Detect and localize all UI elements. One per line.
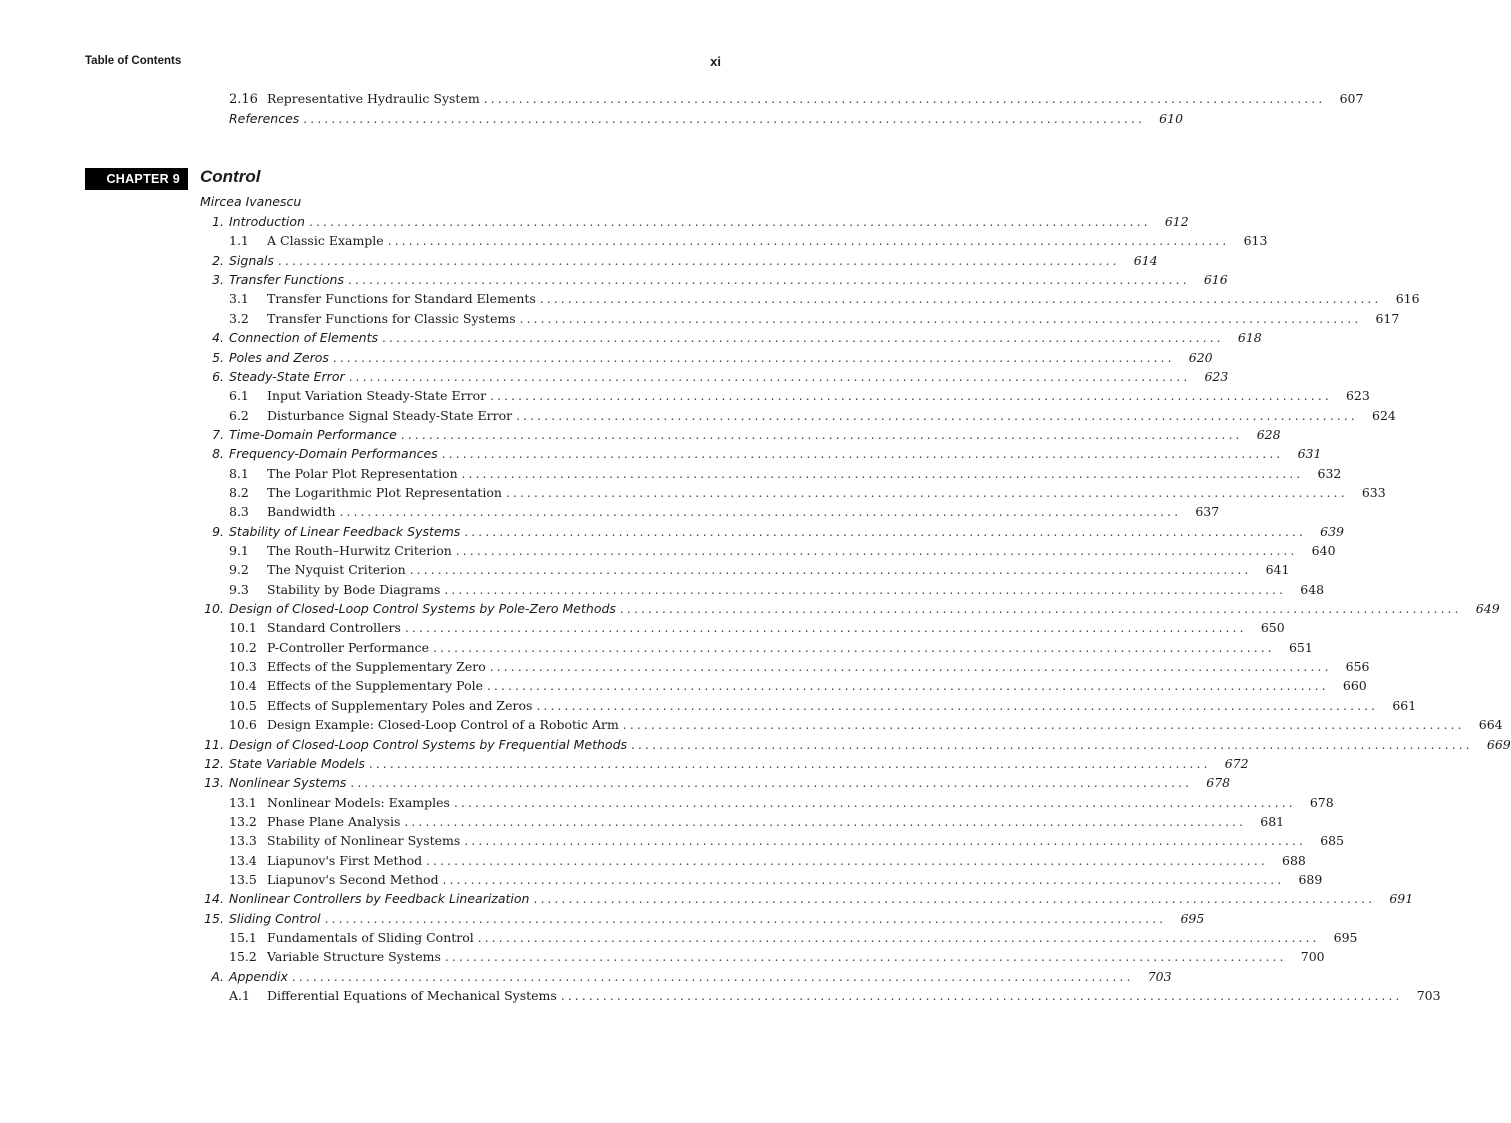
toc-entry-page: 640 (1311, 543, 1336, 558)
chapter-title[interactable]: Control (200, 167, 261, 186)
chapter-badge: CHAPTER 9 (85, 168, 188, 190)
dot-leader: ........................................................................................................................ (539, 292, 1382, 307)
toc-entry-number: 10.1 (229, 620, 257, 636)
toc-section-entry[interactable] (200, 523, 1345, 540)
toc-subsection-entry[interactable] (229, 697, 1417, 714)
dot-leader: ........................................................................................................................ (619, 602, 1462, 616)
toc-entry-number: 9.1 (229, 543, 249, 558)
toc-subsection-entry[interactable] (229, 678, 1367, 694)
toc-entry-page: 614 (1133, 252, 1158, 268)
toc-entry-title: Variable Structure Systems (267, 949, 441, 965)
toc-entry-number: 9. (212, 523, 224, 539)
toc-entry-title: Effects of Supplementary Poles and Zeros (267, 697, 533, 713)
toc-entry-number: 7. (212, 426, 224, 442)
dot-leader: ........................................................................................................................ (404, 814, 1247, 829)
dot-leader: ........................................................................................................................ (339, 505, 1182, 520)
toc-entry-title: Stability by Bode Diagrams (267, 581, 441, 597)
dot-leader: ........................................................................................................................ (347, 273, 1190, 288)
toc-entry-title: Disturbance Signal Steady-State Error (267, 407, 513, 423)
toc-entry-number: 6.2 (229, 407, 249, 423)
toc-entry-title: The Nyquist Criterion (267, 562, 406, 578)
dot-leader: ........................................................................................................................ (533, 892, 1376, 907)
toc-subsection-entry[interactable] (229, 852, 1306, 869)
dot-leader: ........................................................................................................................ (490, 389, 1332, 404)
toc-entry-number: 10.5 (229, 697, 257, 713)
toc-entry-title: Differential Equations of Mechanical Systems (267, 988, 557, 1003)
toc-entry-number: 8. (212, 446, 224, 462)
toc-entry-title: P-Controller Performance (267, 639, 430, 655)
dot-leader: ........................................................................................................................ (350, 776, 1193, 791)
toc-entry-page: 661 (1392, 697, 1417, 713)
dot-leader: ........................................................................................................................ (483, 92, 1326, 106)
toc-entry-number: 8.1 (229, 465, 249, 481)
toc-section-entry[interactable] (200, 775, 1231, 791)
toc-entry-page: 678 (1309, 794, 1334, 810)
toc-entry-number: 12. (204, 755, 224, 771)
toc-entry-title: Liapunov's First Method (267, 852, 423, 868)
toc-entry-page: 607 (1339, 91, 1364, 106)
toc-entry-page: 641 (1265, 562, 1290, 578)
dot-leader: ........................................................................................................................ (387, 234, 1230, 249)
toc-entry-title: Bandwidth (267, 504, 336, 520)
toc-section-entry[interactable] (200, 755, 1249, 772)
toc-subsection-entry[interactable] (229, 484, 1386, 501)
toc-entry-title: Stability of Nonlinear Systems (267, 833, 461, 849)
toc-section-entry[interactable] (200, 426, 1281, 443)
toc-entry-page: 678 (1206, 775, 1231, 791)
dot-leader: ........................................................................................................................ (441, 447, 1284, 462)
toc-section-entry[interactable] (200, 252, 1158, 269)
toc-entry-number: 10. (204, 601, 224, 616)
toc-entry-title: Design of Closed-Loop Control Systems by Frequential Methods (229, 736, 628, 752)
toc-entry-number: 10.3 (229, 659, 257, 674)
toc-entry-title: Nonlinear Controllers by Feedback Linearization (229, 891, 530, 907)
dot-leader: ........................................................................................................................ (332, 350, 1175, 365)
toc-subsection-entry[interactable] (229, 620, 1285, 636)
dot-leader: ........................................................................................................................ (487, 679, 1329, 694)
toc-section-entry[interactable] (200, 214, 1189, 230)
toc-subsection-entry[interactable] (229, 233, 1268, 249)
toc-entry-title: Time-Domain Performance (229, 426, 397, 442)
toc-entry-page: 688 (1282, 852, 1306, 868)
toc-entry-number: A.1 (229, 988, 250, 1003)
toc-entry-title: Input Variation Steady-State Error (267, 388, 487, 404)
dot-leader: ........................................................................................................................ (453, 795, 1296, 810)
toc-entry-page: 648 (1300, 581, 1325, 597)
dot-leader: ........................................................................................................................ (442, 872, 1285, 887)
toc-entry-number: 8.3 (229, 504, 249, 520)
toc-entry-number: 9.3 (229, 581, 249, 597)
toc-entry-number: A. (211, 968, 224, 984)
toc-entry-page: 685 (1320, 833, 1345, 849)
toc-entry-number: 3. (212, 272, 224, 288)
toc-entry-page: 620 (1188, 349, 1213, 365)
dot-leader: ........................................................................................................................ (324, 911, 1167, 926)
toc-subsection-entry[interactable] (229, 717, 1503, 733)
toc-entry-number: 4. (212, 330, 224, 346)
dot-leader: ........................................................................................................................ (426, 853, 1268, 868)
toc-entry-page: 703 (1147, 968, 1172, 984)
toc-subsection-entry[interactable] (229, 659, 1370, 675)
toc-section-entry[interactable] (200, 349, 1213, 366)
toc-entry-page: 650 (1260, 620, 1285, 636)
toc-entry-page: 639 (1320, 523, 1345, 539)
toc-subsection-entry[interactable] (229, 871, 1323, 888)
toc-entry-number: 15. (204, 910, 224, 926)
toc-entry-number: 5. (212, 349, 224, 365)
dot-leader: ........................................................................................................................ (622, 718, 1465, 733)
toc-entry-title: Liapunov's Second Method (267, 871, 439, 887)
toc-entry-title: Nonlinear Systems (229, 775, 347, 791)
toc-entry-title: Effects of the Supplementary Pole (267, 678, 484, 694)
toc-subsection-entry[interactable] (229, 949, 1325, 965)
toc-entry-page: 695 (1333, 930, 1358, 945)
dot-leader: ........................................................................................................................ (433, 640, 1275, 655)
toc-section-entry[interactable] (200, 272, 1228, 288)
toc-entry-title: Frequency-Domain Performances (229, 446, 438, 462)
toc-entry-page: 610 (1159, 111, 1184, 126)
toc-entry-title: Effects of the Supplementary Zero (267, 659, 486, 674)
toc-subsection-entry[interactable] (229, 813, 1285, 830)
toc-section-entry[interactable] (200, 601, 1500, 617)
toc-subsection-entry[interactable] (229, 794, 1334, 811)
toc-entry-title: Nonlinear Models: Examples (267, 794, 450, 810)
toc-subsection-entry[interactable] (229, 988, 1441, 1004)
toc-entry-page: 656 (1345, 659, 1370, 674)
toc-entry-title: Steady-State Error (229, 368, 345, 384)
dot-leader: ........................................................................................................................ (277, 253, 1120, 268)
toc-entry-title: Transfer Functions (229, 272, 344, 288)
toc-entry-number: 13.4 (229, 852, 257, 868)
dot-leader: ........................................................................................................................ (444, 582, 1287, 597)
toc-entry-title: Poles and Zeros (229, 349, 329, 365)
toc-entry-number: 13.5 (229, 871, 257, 887)
toc-entry-title: State Variable Models (229, 755, 365, 771)
dot-leader: ........................................................................................................................ (519, 311, 1362, 326)
toc-entry-number: 9.2 (229, 562, 249, 578)
toc-subsection-entry[interactable] (229, 581, 1325, 598)
toc-subsection-entry[interactable] (229, 930, 1358, 946)
toc-entry-number: 11. (204, 736, 224, 752)
running-head-title: Table of Contents (85, 55, 182, 67)
toc-entry-page: 616 (1203, 272, 1228, 288)
toc-entry-title: Signals (229, 252, 274, 268)
toc-entry-title: Design Example: Closed-Loop Control of a Robotic Arm (267, 717, 619, 733)
dot-leader: ........................................................................................................................ (308, 215, 1151, 229)
dot-leader: ........................................................................................................................ (303, 112, 1146, 126)
toc-subsection-entry[interactable] (229, 291, 1420, 307)
dot-leader: ........................................................................................................................ (404, 621, 1247, 636)
toc-entry-page: 631 (1297, 446, 1322, 462)
dot-leader: ........................................................................................................................ (536, 698, 1379, 713)
toc-entry-title: Stability of Linear Feedback Systems (229, 523, 461, 539)
toc-entry-number: 3.2 (229, 310, 249, 326)
toc-subsection-entry[interactable] (229, 562, 1290, 578)
running-head (85, 55, 721, 71)
toc-entry-title: Introduction (229, 214, 305, 229)
toc-entry-page: 637 (1195, 504, 1220, 520)
toc-subsection-entry[interactable] (229, 407, 1396, 424)
toc-entry-page: 689 (1298, 871, 1323, 887)
toc-entry-page: 616 (1395, 291, 1420, 307)
toc-entry-title: Connection of Elements (229, 330, 378, 346)
toc-entry-page: 669 (1486, 736, 1511, 752)
toc-section-entry[interactable] (200, 891, 1414, 907)
toc-entry-title: A Classic Example (267, 233, 384, 249)
toc-section-entry[interactable] (200, 368, 1229, 385)
toc-section-entry[interactable] (200, 446, 1322, 462)
toc-entry-title: The Routh–Hurwitz Criterion (267, 543, 452, 558)
dot-leader: ........................................................................................................................ (382, 331, 1224, 346)
toc-entry-number: 10.2 (229, 639, 257, 655)
toc-section-entry[interactable] (200, 968, 1172, 985)
toc-entry-page: 651 (1288, 639, 1313, 655)
dot-leader: ........................................................................................................................ (409, 563, 1252, 578)
toc-entry-number: 15.1 (229, 930, 257, 945)
toc-subsection-entry[interactable] (229, 504, 1220, 520)
toc-entry-number: 14. (204, 891, 224, 907)
toc-entry-title: The Polar Plot Representation (267, 465, 458, 481)
toc-subsection-entry[interactable] (229, 543, 1336, 559)
toc-section-entry[interactable] (200, 330, 1262, 346)
dot-leader: ........................................................................................................................ (631, 737, 1473, 752)
toc-entry-title: Sliding Control (229, 910, 321, 926)
toc-entry-number: 13. (204, 775, 224, 791)
toc-entry-page: 672 (1224, 755, 1249, 771)
toc-subsection-entry[interactable] (229, 310, 1400, 327)
toc-entry-number: 1.1 (229, 233, 249, 249)
toc-entry-number: 10.6 (229, 717, 257, 733)
toc-entry-title: Transfer Functions for Standard Elements (267, 291, 536, 307)
dot-leader: ........................................................................................................................ (464, 834, 1307, 849)
toc-entry-number: 13.1 (229, 794, 257, 810)
dot-leader: ........................................................................................................................ (505, 485, 1348, 500)
toc-entry-page: 681 (1260, 813, 1285, 829)
toc-entry-number: 10.4 (229, 678, 257, 694)
toc-entry-page: 691 (1389, 891, 1414, 907)
dot-leader: ........................................................................................................................ (368, 756, 1211, 771)
toc-entry-number: 2. (212, 252, 224, 268)
toc-entry-page: 613 (1243, 233, 1268, 249)
dot-leader: ........................................................................................................................ (489, 660, 1332, 674)
dot-leader: ........................................................................................................................ (461, 466, 1304, 481)
toc-section-entry[interactable] (200, 910, 1205, 927)
toc-subsection-entry[interactable] (229, 833, 1345, 849)
toc-entry-number: 3.1 (229, 291, 249, 307)
toc-entry-title: Transfer Functions for Classic Systems (267, 310, 516, 326)
toc-entry-page: 664 (1478, 717, 1503, 733)
toc-entry-number: 13.2 (229, 813, 257, 829)
toc-entry-page: 703 (1416, 988, 1441, 1003)
dot-leader: ........................................................................................................................ (444, 950, 1287, 965)
toc-entry-number: 6.1 (229, 388, 249, 404)
toc-entry-title: The Logarithmic Plot Representation (267, 484, 502, 500)
toc-entry-title: Design of Closed-Loop Control Systems by Pole-Zero Methods (229, 601, 616, 616)
dot-leader: ........................................................................................................................ (560, 989, 1403, 1003)
page-number: xi (710, 54, 721, 69)
toc-entry-title: Appendix (229, 968, 288, 984)
toc-entry-page: 618 (1237, 330, 1262, 346)
toc-entry-page: 700 (1300, 949, 1325, 965)
toc-entry-title: Representative Hydraulic System (267, 91, 480, 106)
dot-leader: ........................................................................................................................ (516, 408, 1358, 423)
dot-leader: ........................................................................................................................ (464, 524, 1307, 539)
toc-entry-page: 612 (1164, 214, 1189, 229)
toc-entry-page: 617 (1375, 310, 1400, 326)
toc-entry-page: 660 (1342, 678, 1367, 694)
toc-entry-title: Fundamentals of Sliding Control (267, 930, 474, 945)
toc-entry-number: 2.16 (229, 92, 258, 107)
toc-entry-number: 15.2 (229, 949, 257, 965)
toc-entry-page: 632 (1317, 465, 1342, 481)
toc-entry-number: 8.2 (229, 484, 249, 500)
toc-entry-title: References (229, 111, 300, 126)
toc-entry-title: Phase Plane Analysis (267, 813, 401, 829)
toc-entry-number: 1. (212, 214, 224, 229)
toc-entry-page: 624 (1372, 407, 1396, 423)
chapter-author: Mircea Ivanescu (200, 194, 302, 209)
dot-leader: ........................................................................................................................ (291, 969, 1134, 984)
dot-leader: ........................................................................................................................ (455, 544, 1298, 558)
toc-subsection-entry[interactable] (229, 639, 1313, 656)
toc-entry-page: 649 (1475, 601, 1500, 616)
toc-subsection-entry[interactable] (229, 465, 1342, 482)
dot-leader: ........................................................................................................................ (477, 931, 1320, 945)
toc-entry-title: Standard Controllers (267, 620, 401, 636)
toc-entry-number: 13.3 (229, 833, 257, 849)
toc-subsection-entry[interactable] (229, 388, 1370, 404)
toc-entry-references[interactable] (229, 111, 1184, 127)
dot-leader: ........................................................................................................................ (348, 369, 1191, 384)
dot-leader: ........................................................................................................................ (400, 427, 1243, 442)
toc-section-entry[interactable] (200, 736, 1511, 753)
toc-entry-page: 623 (1345, 388, 1370, 404)
toc-entry-page: 633 (1361, 484, 1386, 500)
toc-entry-page: 695 (1180, 910, 1205, 926)
toc-entry-number: 6. (212, 368, 224, 384)
toc-entry-page: 628 (1256, 426, 1281, 442)
toc-entry-prev[interactable] (229, 91, 1364, 107)
toc-entry-page: 623 (1204, 368, 1229, 384)
